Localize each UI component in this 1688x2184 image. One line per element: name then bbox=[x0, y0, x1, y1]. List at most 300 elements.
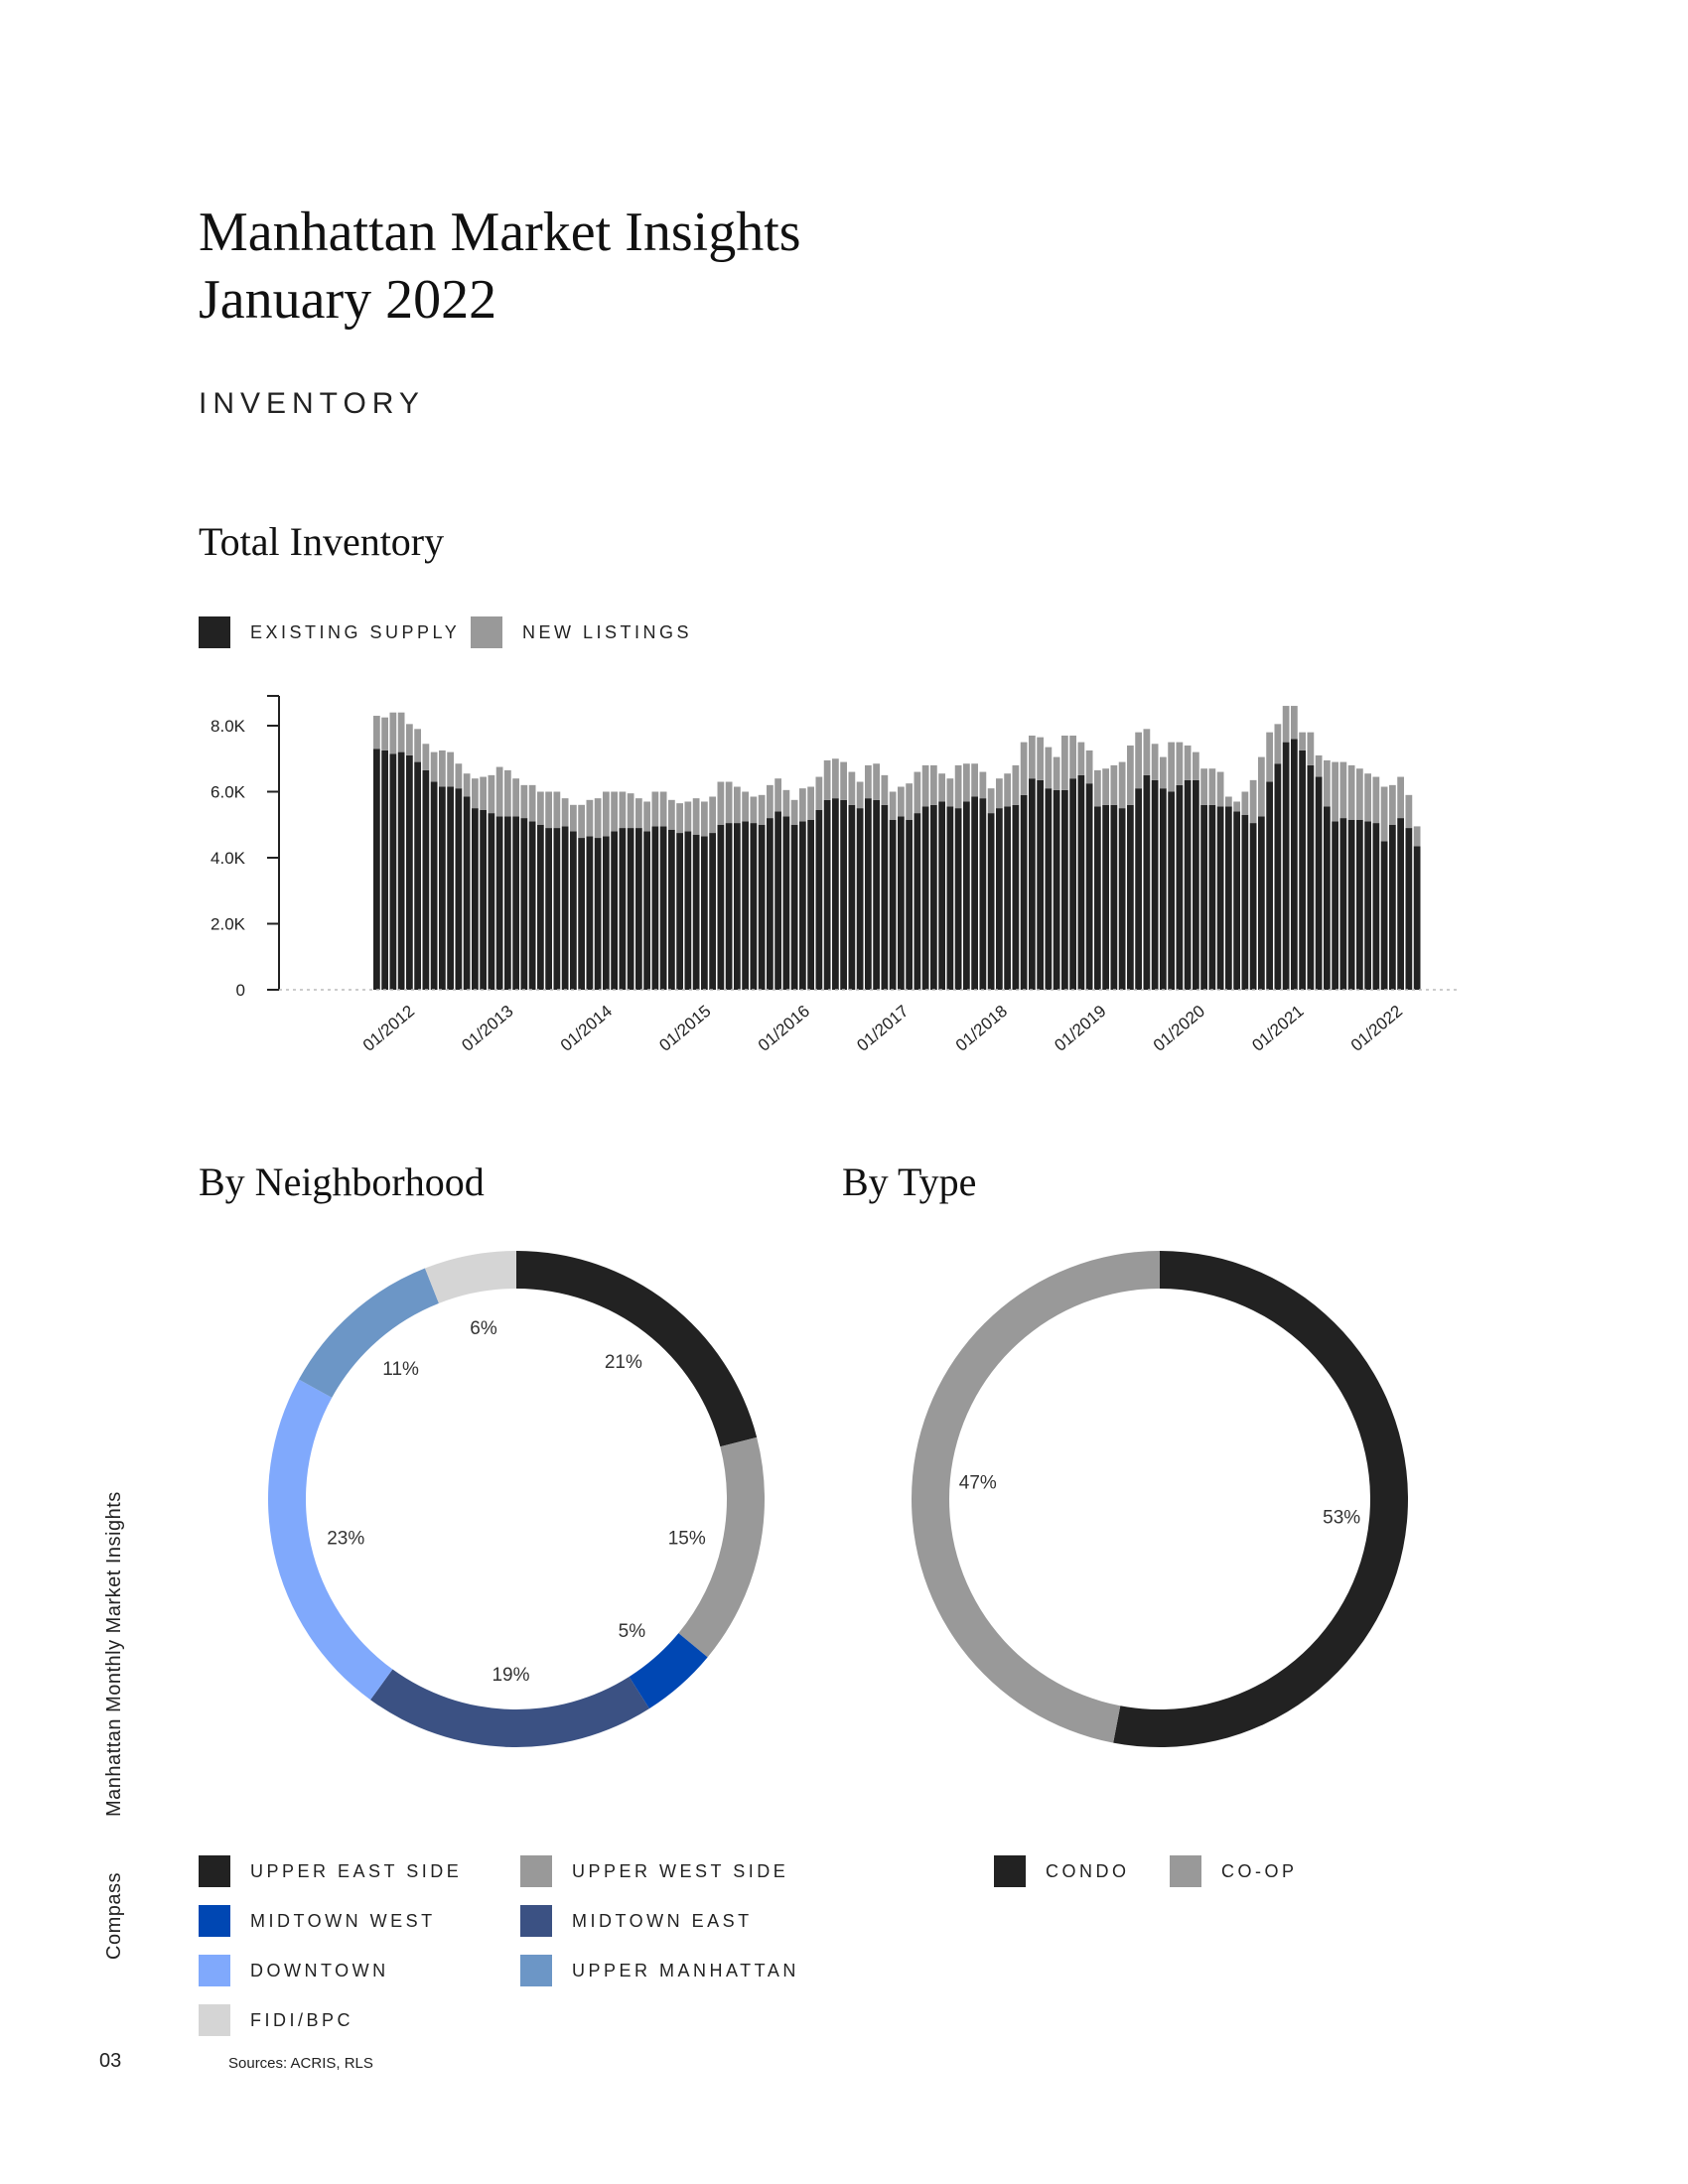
bar-existing-supply bbox=[1078, 775, 1085, 990]
bar-new-listings bbox=[1111, 765, 1118, 805]
x-tick-label: 01/2014 bbox=[556, 1001, 617, 1055]
bar-new-listings bbox=[980, 772, 987, 799]
bar-existing-supply bbox=[562, 826, 569, 990]
bar-existing-supply bbox=[496, 816, 503, 990]
bar-existing-supply bbox=[963, 801, 970, 990]
bar-existing-supply bbox=[971, 796, 978, 990]
legend-label-fidi: FIDI/BPC bbox=[250, 2009, 354, 2030]
bar-existing-supply bbox=[922, 806, 929, 990]
bar-new-listings bbox=[1316, 755, 1323, 777]
bar-existing-supply bbox=[620, 828, 627, 990]
bar-new-listings bbox=[898, 787, 905, 817]
bar-existing-supply bbox=[1037, 780, 1044, 990]
bar-existing-supply bbox=[439, 787, 446, 990]
bar-existing-supply bbox=[1266, 782, 1273, 990]
bar-existing-supply bbox=[381, 751, 388, 990]
bar-new-listings bbox=[1356, 768, 1363, 820]
legend-label-existing: EXISTING SUPPLY bbox=[250, 621, 461, 642]
bar-existing-supply bbox=[726, 823, 733, 990]
legend-swatch-dt bbox=[199, 1955, 230, 1986]
title-line-1: Manhattan Market Insights bbox=[199, 202, 801, 263]
bar-new-listings bbox=[1209, 768, 1216, 805]
bar-new-listings bbox=[611, 792, 618, 832]
bar-new-listings bbox=[767, 785, 774, 818]
legend-label-coop: CO-OP bbox=[1221, 1860, 1298, 1881]
x-tick-label: 01/2021 bbox=[1248, 1001, 1308, 1055]
bar-existing-supply bbox=[1094, 806, 1101, 990]
x-tick-label: 01/2013 bbox=[458, 1001, 517, 1055]
bar-existing-supply bbox=[816, 810, 823, 990]
bar-new-listings bbox=[947, 778, 954, 806]
bar-existing-supply bbox=[709, 833, 716, 990]
bar-new-listings bbox=[676, 803, 683, 833]
bar-existing-supply bbox=[890, 820, 897, 990]
bar-new-listings bbox=[742, 792, 749, 822]
x-tick-label: 01/2012 bbox=[358, 1001, 419, 1055]
bar-existing-supply bbox=[1316, 777, 1323, 990]
bar-existing-supply bbox=[701, 836, 708, 990]
bar-existing-supply bbox=[1275, 763, 1282, 990]
bar-existing-supply bbox=[751, 823, 758, 990]
legend-upper-east-side bbox=[199, 1855, 462, 1887]
bar-existing-supply bbox=[767, 818, 774, 990]
bar-new-listings bbox=[668, 800, 675, 830]
legend-upper-west-side bbox=[520, 1855, 788, 1887]
bar-existing-supply bbox=[1209, 805, 1216, 990]
bar-new-listings bbox=[709, 796, 716, 833]
bar-existing-supply bbox=[1381, 841, 1388, 990]
bar-existing-supply bbox=[882, 805, 889, 990]
bar-new-listings bbox=[1364, 773, 1371, 821]
bar-new-listings bbox=[938, 773, 945, 801]
bar-series-group bbox=[373, 706, 1421, 990]
bar-existing-supply bbox=[1324, 806, 1331, 990]
bar-new-listings bbox=[1233, 801, 1240, 811]
legend-swatch-fidi bbox=[199, 2004, 230, 2036]
bar-new-listings bbox=[890, 792, 897, 820]
neighborhood-donut-chart bbox=[258, 1241, 774, 1757]
bar-new-listings bbox=[774, 778, 781, 811]
bar-existing-supply bbox=[840, 800, 847, 990]
bar-existing-supply bbox=[865, 798, 872, 990]
bar-existing-supply bbox=[414, 762, 421, 990]
bar-new-listings bbox=[791, 800, 798, 825]
section-heading: INVENTORY bbox=[199, 387, 425, 420]
bar-new-listings bbox=[480, 777, 487, 810]
donut-label-midtown-west: 5% bbox=[618, 1621, 646, 1643]
bar-new-listings bbox=[1119, 762, 1126, 809]
y-tick-label: 8.0K bbox=[211, 717, 245, 736]
bar-new-listings bbox=[456, 763, 463, 788]
bar-existing-supply bbox=[521, 818, 528, 990]
bar-new-listings bbox=[562, 798, 569, 826]
bar-existing-supply bbox=[1046, 788, 1053, 990]
legend-condo bbox=[994, 1855, 1130, 1887]
bar-new-listings bbox=[1102, 768, 1109, 805]
bar-new-listings bbox=[628, 793, 634, 828]
donut-label-midtown-east: 19% bbox=[492, 1664, 530, 1686]
bar-existing-supply bbox=[1291, 739, 1298, 990]
bar-existing-supply bbox=[1168, 792, 1175, 991]
bar-new-listings bbox=[390, 713, 397, 754]
bar-new-listings bbox=[652, 792, 659, 827]
bar-existing-supply bbox=[1414, 846, 1421, 990]
bar-new-listings bbox=[759, 795, 766, 825]
bar-new-listings bbox=[873, 763, 880, 800]
y-tick-label: 2.0K bbox=[211, 914, 245, 934]
x-tick-label: 01/2022 bbox=[1346, 1001, 1407, 1055]
bar-existing-supply bbox=[988, 813, 995, 990]
legend-label-ues: UPPER EAST SIDE bbox=[250, 1860, 463, 1881]
bar-existing-supply bbox=[685, 831, 692, 990]
bar-existing-supply bbox=[570, 831, 577, 990]
x-tick-label: 01/2018 bbox=[951, 1001, 1012, 1055]
bar-existing-supply bbox=[554, 828, 561, 990]
bar-new-listings bbox=[840, 762, 847, 800]
bar-new-listings bbox=[1225, 796, 1232, 806]
bar-new-listings bbox=[1414, 826, 1421, 846]
legend-label-condo: CONDO bbox=[1046, 1860, 1130, 1881]
donut-slice-coop bbox=[912, 1251, 1160, 1743]
bar-new-listings bbox=[807, 787, 814, 820]
bar-existing-supply bbox=[1069, 778, 1076, 990]
bar-existing-supply bbox=[537, 825, 544, 990]
bar-existing-supply bbox=[938, 801, 945, 990]
donut-label-fidi-bpc: 6% bbox=[470, 1318, 497, 1340]
bar-new-listings bbox=[849, 772, 856, 805]
x-tick-label: 01/2017 bbox=[853, 1001, 913, 1055]
bar-new-listings bbox=[578, 805, 585, 838]
y-tick-label: 6.0K bbox=[211, 782, 245, 802]
legend-label-um: UPPER MANHATTAN bbox=[572, 1960, 799, 1980]
legend-label-new: NEW LISTINGS bbox=[522, 621, 693, 642]
bar-existing-supply bbox=[873, 800, 880, 990]
bar-new-listings bbox=[447, 752, 454, 787]
bar-existing-supply bbox=[783, 816, 790, 990]
bar-new-listings bbox=[464, 773, 471, 796]
donut-label-downtown: 23% bbox=[327, 1528, 365, 1550]
bar-existing-supply bbox=[799, 821, 806, 990]
bar-new-listings bbox=[1299, 733, 1306, 751]
bar-existing-supply bbox=[832, 798, 839, 990]
bar-existing-supply bbox=[947, 806, 954, 990]
bar-existing-supply bbox=[423, 770, 430, 990]
x-tick-label: 01/2020 bbox=[1149, 1001, 1209, 1055]
bar-new-listings bbox=[685, 801, 692, 831]
legend-midtown-east bbox=[520, 1905, 753, 1937]
bar-new-listings bbox=[1144, 729, 1151, 775]
bar-new-listings bbox=[398, 713, 405, 752]
bar-existing-supply bbox=[1397, 818, 1404, 990]
by-type-title: By Type bbox=[842, 1160, 977, 1204]
bar-existing-supply bbox=[759, 825, 766, 990]
bar-existing-supply bbox=[472, 808, 479, 990]
bar-existing-supply bbox=[1250, 823, 1257, 990]
bar-new-listings bbox=[718, 782, 725, 825]
type-donut-chart bbox=[902, 1241, 1418, 1757]
bar-new-listings bbox=[799, 788, 806, 821]
bar-existing-supply bbox=[398, 752, 405, 990]
bar-new-listings bbox=[996, 778, 1003, 808]
bar-existing-supply bbox=[1283, 743, 1290, 990]
bar-new-listings bbox=[635, 798, 642, 828]
bar-existing-supply bbox=[1389, 825, 1396, 990]
bar-existing-supply bbox=[512, 816, 519, 990]
bar-existing-supply bbox=[1004, 806, 1011, 990]
bar-new-listings bbox=[660, 792, 667, 827]
bar-existing-supply bbox=[1364, 821, 1371, 990]
legend-label-uws: UPPER WEST SIDE bbox=[572, 1860, 789, 1881]
bar-new-listings bbox=[1308, 733, 1315, 765]
bar-existing-supply bbox=[1013, 805, 1020, 990]
bar-new-listings bbox=[1094, 770, 1101, 807]
legend-coop bbox=[1170, 1855, 1298, 1887]
by-neighborhood-title: By Neighborhood bbox=[199, 1160, 485, 1204]
bar-new-listings bbox=[1004, 773, 1011, 806]
legend-label-mw: MIDTOWN WEST bbox=[250, 1910, 436, 1931]
bar-existing-supply bbox=[1021, 795, 1028, 990]
x-tick-label: 01/2019 bbox=[1051, 1001, 1110, 1055]
bar-new-listings bbox=[1275, 724, 1282, 763]
x-tick-label: 01/2016 bbox=[754, 1001, 814, 1055]
bar-new-listings bbox=[620, 792, 627, 829]
bar-new-listings bbox=[1193, 752, 1199, 780]
bar-new-listings bbox=[1013, 765, 1020, 805]
donut-slice-condo bbox=[1113, 1251, 1408, 1747]
legend-label-me: MIDTOWN EAST bbox=[572, 1910, 753, 1931]
bar-existing-supply bbox=[1185, 780, 1192, 990]
bar-existing-supply bbox=[1200, 805, 1207, 990]
bar-existing-supply bbox=[545, 828, 552, 990]
bar-new-listings bbox=[1283, 706, 1290, 743]
bar-existing-supply bbox=[791, 825, 798, 990]
bar-new-listings bbox=[570, 805, 577, 832]
bar-existing-supply bbox=[1177, 785, 1184, 990]
bar-existing-supply bbox=[718, 825, 725, 990]
bar-new-listings bbox=[1291, 706, 1298, 739]
bar-existing-supply bbox=[1119, 808, 1126, 990]
bar-existing-supply bbox=[930, 805, 937, 990]
bar-new-listings bbox=[537, 792, 544, 825]
bar-existing-supply bbox=[431, 782, 438, 990]
bar-existing-supply bbox=[628, 828, 634, 990]
bar-existing-supply bbox=[660, 826, 667, 990]
bar-new-listings bbox=[955, 765, 962, 808]
bar-new-listings bbox=[1200, 768, 1207, 805]
bar-new-listings bbox=[1029, 736, 1036, 778]
legend-swatch-me bbox=[520, 1905, 552, 1937]
side-report-name: Manhattan Monthly Market Insights bbox=[103, 1491, 125, 1817]
bar-new-listings bbox=[865, 765, 872, 798]
bar-new-listings bbox=[1160, 757, 1167, 789]
bar-new-listings bbox=[1266, 733, 1273, 782]
bar-existing-supply bbox=[529, 821, 536, 990]
sources-note: Sources: ACRIS, RLS bbox=[228, 2055, 373, 2072]
bar-existing-supply bbox=[1340, 818, 1347, 990]
bar-existing-supply bbox=[489, 813, 495, 990]
bar-new-listings bbox=[1046, 748, 1053, 789]
bar-new-listings bbox=[1021, 743, 1028, 795]
y-tick-label: 4.0K bbox=[211, 849, 245, 868]
bar-existing-supply bbox=[643, 831, 650, 990]
legend-upper-manhattan bbox=[520, 1955, 799, 1986]
bar-existing-supply bbox=[1225, 806, 1232, 990]
bar-new-listings bbox=[643, 801, 650, 831]
bar-existing-supply bbox=[1308, 765, 1315, 990]
bar-new-listings bbox=[1152, 744, 1159, 780]
bar-new-listings bbox=[1054, 757, 1060, 790]
bar-new-listings bbox=[595, 798, 602, 838]
bar-existing-supply bbox=[504, 816, 511, 990]
legend-swatch-mw bbox=[199, 1905, 230, 1937]
bar-existing-supply bbox=[578, 838, 585, 990]
bar-new-listings bbox=[1406, 795, 1413, 828]
bar-existing-supply bbox=[406, 755, 413, 990]
bar-existing-supply bbox=[1054, 790, 1060, 990]
bar-new-listings bbox=[521, 785, 528, 818]
bar-existing-supply bbox=[587, 836, 594, 990]
bar-existing-supply bbox=[1086, 783, 1093, 990]
bar-new-listings bbox=[914, 772, 921, 814]
bar-existing-supply bbox=[676, 833, 683, 990]
bar-new-listings bbox=[857, 782, 864, 809]
bar-existing-supply bbox=[980, 798, 987, 990]
bar-existing-supply bbox=[1061, 790, 1068, 990]
bar-existing-supply bbox=[480, 810, 487, 990]
bar-existing-supply bbox=[635, 828, 642, 990]
legend-swatch-ues bbox=[199, 1855, 230, 1887]
bar-existing-supply bbox=[1332, 821, 1338, 990]
donut-slice-upper-east-side bbox=[516, 1251, 757, 1446]
bar-new-listings bbox=[988, 788, 995, 813]
bar-existing-supply bbox=[774, 811, 781, 990]
bar-existing-supply bbox=[742, 821, 749, 990]
bar-new-listings bbox=[1324, 760, 1331, 807]
bar-new-listings bbox=[1127, 746, 1134, 805]
bar-existing-supply bbox=[1102, 805, 1109, 990]
bar-new-listings bbox=[373, 716, 380, 749]
bar-new-listings bbox=[529, 785, 536, 822]
bar-existing-supply bbox=[1258, 816, 1265, 990]
bar-new-listings bbox=[1250, 780, 1257, 823]
legend-swatch-um bbox=[520, 1955, 552, 1986]
title-line-2: January 2022 bbox=[199, 269, 497, 331]
bar-new-listings bbox=[930, 765, 937, 805]
bar-new-listings bbox=[512, 778, 519, 816]
bar-existing-supply bbox=[849, 805, 856, 990]
bar-new-listings bbox=[824, 760, 831, 800]
donut-label-upper-west-side: 15% bbox=[667, 1528, 706, 1550]
bar-new-listings bbox=[472, 778, 479, 808]
bar-existing-supply bbox=[603, 836, 610, 990]
bar-new-listings bbox=[1242, 792, 1249, 815]
bar-new-listings bbox=[751, 796, 758, 823]
bar-existing-supply bbox=[652, 826, 659, 990]
bar-existing-supply bbox=[447, 787, 454, 990]
bar-new-listings bbox=[414, 729, 421, 761]
legend-label-dt: DOWNTOWN bbox=[250, 1960, 389, 1980]
bar-new-listings bbox=[922, 765, 929, 807]
bar-new-listings bbox=[1078, 743, 1085, 775]
bar-new-listings bbox=[1389, 785, 1396, 825]
bar-existing-supply bbox=[1111, 805, 1118, 990]
bar-existing-supply bbox=[906, 820, 913, 990]
bar-existing-supply bbox=[1356, 820, 1363, 990]
bar-new-listings bbox=[1037, 738, 1044, 780]
bar-new-listings bbox=[587, 800, 594, 837]
bar-existing-supply bbox=[824, 800, 831, 990]
bar-existing-supply bbox=[1233, 811, 1240, 990]
bar-existing-supply bbox=[1406, 828, 1413, 990]
bar-new-listings bbox=[496, 767, 503, 817]
bar-new-listings bbox=[726, 782, 733, 824]
bar-existing-supply bbox=[1029, 778, 1036, 990]
bar-existing-supply bbox=[955, 808, 962, 990]
bar-new-listings bbox=[1086, 751, 1093, 783]
legend-swatch-coop bbox=[1170, 1855, 1201, 1887]
bar-existing-supply bbox=[1373, 823, 1380, 990]
bar-new-listings bbox=[971, 763, 978, 796]
bar-new-listings bbox=[504, 770, 511, 817]
bar-new-listings bbox=[381, 718, 388, 751]
bar-new-listings bbox=[1168, 743, 1175, 792]
bar-existing-supply bbox=[734, 823, 741, 990]
bar-new-listings bbox=[423, 744, 430, 770]
bar-existing-supply bbox=[1160, 788, 1167, 990]
legend-swatch-condo bbox=[994, 1855, 1026, 1887]
bar-new-listings bbox=[1258, 757, 1265, 817]
bar-new-listings bbox=[1061, 736, 1068, 790]
bar-existing-supply bbox=[996, 808, 1003, 990]
y-tick-label: 0 bbox=[235, 981, 245, 1000]
legend-midtown-west bbox=[199, 1905, 436, 1937]
bar-existing-supply bbox=[611, 831, 618, 990]
bar-existing-supply bbox=[1127, 805, 1134, 990]
bar-existing-supply bbox=[914, 813, 921, 990]
bar-new-listings bbox=[783, 790, 790, 817]
bar-new-listings bbox=[439, 751, 446, 787]
donut-label-upper-manhattan: 11% bbox=[382, 1358, 419, 1380]
bar-existing-supply bbox=[373, 749, 380, 990]
bar-new-listings bbox=[1397, 777, 1404, 819]
legend-downtown bbox=[199, 1955, 389, 1986]
bar-new-listings bbox=[545, 792, 552, 829]
bar-new-listings bbox=[734, 787, 741, 824]
total-inventory-title: Total Inventory bbox=[199, 519, 445, 564]
bar-existing-supply bbox=[1135, 788, 1142, 990]
bar-existing-supply bbox=[1348, 820, 1355, 990]
bar-existing-supply bbox=[390, 753, 397, 990]
bar-new-listings bbox=[1177, 743, 1184, 785]
bar-existing-supply bbox=[1193, 780, 1199, 990]
bar-new-listings bbox=[1348, 765, 1355, 820]
bar-existing-supply bbox=[1242, 815, 1249, 990]
bar-new-listings bbox=[1217, 772, 1224, 807]
x-tick-label: 01/2015 bbox=[655, 1001, 715, 1055]
bar-new-listings bbox=[431, 752, 438, 782]
bar-existing-supply bbox=[898, 816, 905, 990]
donut-label-upper-east-side: 21% bbox=[604, 1351, 642, 1373]
legend-swatch-uws bbox=[520, 1855, 552, 1887]
bar-new-listings bbox=[1332, 762, 1338, 822]
bar-existing-supply bbox=[668, 830, 675, 990]
bar-existing-supply bbox=[595, 838, 602, 990]
bar-existing-supply bbox=[1299, 751, 1306, 990]
donut-label-condo: 53% bbox=[1323, 1507, 1361, 1529]
legend-fidi-bpc bbox=[199, 2004, 353, 2036]
bar-existing-supply bbox=[456, 788, 463, 990]
bar-existing-supply bbox=[693, 835, 700, 990]
